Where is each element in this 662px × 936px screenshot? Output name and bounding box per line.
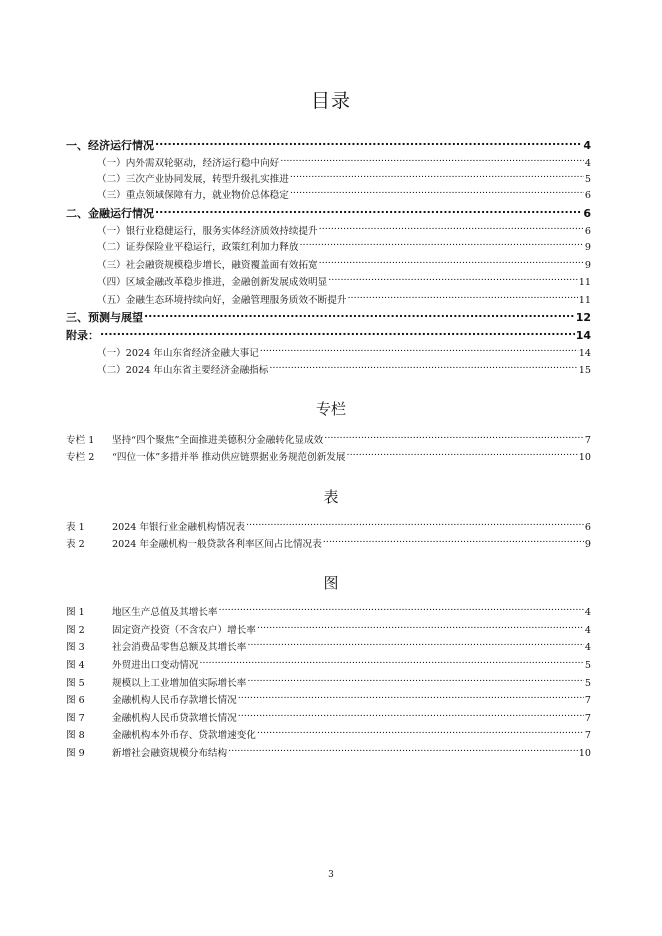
column-entry-1[interactable]	[66, 429, 591, 446]
figures-title: 图	[323, 574, 339, 592]
dot-leader	[238, 689, 584, 703]
columns-title: 专栏	[315, 400, 346, 418]
dot-leader	[299, 236, 583, 250]
table-entry-page: 9	[584, 539, 591, 550]
dot-leader	[290, 184, 584, 198]
table-entry-number: 表 2	[66, 539, 85, 550]
figure-entry-number: 图 5	[66, 678, 85, 689]
toc-entry-label: （二）2024 年山东省主要经济金融指标	[97, 365, 269, 376]
column-entry-text: “四位一体”多措并举 推动供应链票据业务规范创新发展	[112, 452, 346, 463]
figure-entry-page: 4	[584, 642, 591, 653]
toc-entry-label: （三）重点领域保障有力，就业物价总体稳定	[97, 190, 289, 201]
toc-entry-page: 12	[575, 311, 591, 324]
dot-leader	[260, 342, 578, 356]
figure-entry-label	[66, 659, 198, 673]
toc-entry-label: （一）银行业稳健运行，服务实体经济质效持续提升	[97, 226, 318, 237]
toc-entry-page: 9	[584, 242, 591, 253]
figure-entry-label	[66, 606, 218, 620]
figure-entry-4[interactable]	[66, 654, 591, 671]
figure-entry-2[interactable]	[66, 619, 591, 636]
figure-entry-label	[66, 641, 246, 655]
figure-entry-text: 新增社会融资规模分布结构	[112, 748, 228, 759]
toc-entry-2-5[interactable]	[97, 289, 591, 306]
dot-leader	[257, 724, 584, 738]
toc-entry-page: 4	[584, 158, 591, 169]
figure-entry-page: 10	[578, 748, 591, 759]
figure-entry-page: 4	[584, 607, 591, 618]
figure-entry-8[interactable]	[66, 724, 591, 741]
figure-entry-number: 图 1	[66, 607, 85, 618]
toc-entry-page: 14	[575, 329, 591, 342]
table-entry-label	[66, 538, 322, 552]
figure-entry-page: 7	[584, 730, 591, 741]
toc-entry-2-4[interactable]	[97, 271, 591, 288]
toc-entry-2-2[interactable]	[97, 236, 591, 253]
toc-entry-label: （四）区域金融改革稳步推进，金融创新发展成效明显	[97, 277, 328, 288]
toc-entry-page: 15	[578, 365, 591, 376]
table-entry-2[interactable]	[66, 533, 591, 550]
figure-entry-7[interactable]	[66, 707, 591, 724]
dot-leader	[324, 429, 584, 443]
toc-entry-appendix[interactable]	[66, 325, 591, 342]
dot-leader	[228, 742, 578, 756]
figure-entry-1[interactable]	[66, 601, 591, 618]
dot-leader	[269, 359, 577, 373]
toc-entry-page: 6	[584, 190, 591, 201]
dot-leader	[247, 672, 584, 686]
figure-entry-text: 地区生产总值及其增长率	[112, 607, 218, 618]
toc-entry-section-2[interactable]	[66, 203, 591, 220]
dot-leader	[247, 636, 584, 650]
toc-entry-page: 6	[583, 207, 591, 220]
figure-entry-number: 图 2	[66, 625, 85, 636]
dot-leader	[155, 203, 582, 217]
dot-leader	[144, 307, 575, 321]
table-entry-text: 2024 年银行业金融机构情况表	[112, 522, 245, 533]
toc-entry-page: 11	[578, 277, 591, 288]
toc-entry-page: 9	[584, 260, 591, 271]
column-entry-label	[66, 451, 346, 465]
column-entry-number: 专栏 2	[66, 452, 95, 463]
dot-leader	[290, 168, 584, 182]
dot-leader	[347, 446, 578, 460]
figure-entry-number: 图 4	[66, 660, 85, 671]
toc-entry-label: （三）社会融资规模稳步增长，融资覆盖面有效拓宽	[97, 260, 318, 271]
dot-leader	[328, 271, 578, 285]
figure-entry-text: 金融机构本外币存、贷款增速变化	[112, 730, 256, 741]
figure-entry-number: 图 3	[66, 642, 85, 653]
toc-entry-appendix-1[interactable]	[97, 342, 591, 359]
column-entry-2[interactable]	[66, 446, 591, 463]
toc-entry-label: 附录：	[66, 329, 99, 342]
table-entry-text: 2024 年金融机构一般贷款各利率区间占比情况表	[112, 539, 322, 550]
toc-entry-label: （二）三次产业协同发展，转型升级扎实推进	[97, 174, 289, 185]
toc-entry-appendix-2[interactable]	[97, 359, 591, 376]
dot-leader	[280, 152, 584, 166]
toc-entry-label: （二）证券保险业平稳运行，政策红利加力释放	[97, 242, 299, 253]
toc-entry-section-3[interactable]	[66, 307, 591, 324]
page-number: 3	[328, 870, 334, 880]
figure-entry-9[interactable]	[66, 742, 591, 759]
figure-entry-text: 金融机构人民币存款增长情况	[112, 695, 237, 706]
toc-entry-2-3[interactable]	[97, 254, 591, 271]
toc-entry-1-2[interactable]	[97, 168, 591, 185]
dot-leader	[219, 601, 584, 615]
figure-entry-text: 社会消费品零售总额及其增长率	[112, 642, 247, 653]
toc-entry-page: 5	[584, 174, 591, 185]
figure-entry-3[interactable]	[66, 636, 591, 653]
toc-entry-1-3[interactable]	[97, 184, 591, 201]
toc-entry-label: 一、经济运行情况	[66, 139, 154, 152]
figure-entry-number: 图 9	[66, 748, 85, 759]
column-entry-text: 坚持“四个聚焦”全面推进美德积分金融转化显成效	[112, 435, 324, 446]
toc-entry-label: （一）2024 年山东省经济金融大事记	[97, 348, 259, 359]
toc-entry-page: 4	[583, 139, 591, 152]
dot-leader	[100, 325, 575, 339]
toc-entry-1-1[interactable]	[97, 152, 591, 169]
toc-entry-page: 14	[578, 348, 591, 359]
dot-leader	[238, 707, 584, 721]
toc-entry-page: 6	[584, 226, 591, 237]
toc-entry-label: （一）内外需双轮驱动，经济运行稳中向好	[97, 158, 280, 169]
toc-entry-2-1[interactable]	[97, 220, 591, 237]
toc-entry-label: 二、金融运行情况	[66, 207, 154, 220]
figure-entry-text: 规模以上工业增加值实际增长率	[112, 678, 247, 689]
figure-entry-text: 固定资产投资（不含农户）增长率	[112, 625, 256, 636]
figure-entry-label	[66, 729, 256, 743]
dot-leader	[155, 135, 582, 149]
table-entry-page: 6	[584, 522, 591, 533]
dot-leader	[199, 654, 584, 668]
table-entry-number: 表 1	[66, 522, 85, 533]
dot-leader	[323, 533, 584, 547]
figure-entry-5[interactable]	[66, 672, 591, 689]
dot-leader	[246, 516, 584, 530]
toc-entry-label: 三、预测与展望	[66, 311, 143, 324]
tables-title: 表	[323, 488, 339, 506]
figure-entry-6[interactable]	[66, 689, 591, 706]
column-entry-page: 10	[578, 452, 591, 463]
dot-leader	[319, 254, 584, 268]
column-entry-page: 7	[584, 435, 591, 446]
dot-leader	[347, 289, 577, 303]
toc-entry-section-1[interactable]	[66, 135, 591, 152]
dot-leader	[319, 220, 584, 234]
figure-entry-page: 5	[584, 660, 591, 671]
figure-entry-page: 7	[584, 695, 591, 706]
toc-title: 目录	[310, 90, 351, 112]
column-entry-number: 专栏 1	[66, 435, 95, 446]
figure-entry-text: 外贸进出口变动情况	[112, 660, 199, 671]
figure-entry-number: 图 8	[66, 730, 85, 741]
figure-entry-page: 4	[584, 625, 591, 636]
table-entry-1[interactable]	[66, 516, 591, 533]
figure-entry-page: 7	[584, 713, 591, 724]
dot-leader	[257, 619, 584, 633]
figure-entry-text: 金融机构人民币贷款增长情况	[112, 713, 237, 724]
toc-entry-page: 11	[578, 295, 591, 306]
figure-entry-number: 图 6	[66, 695, 85, 706]
figure-entry-number: 图 7	[66, 713, 85, 724]
figure-entry-label	[66, 747, 227, 761]
figure-entry-label	[66, 694, 237, 708]
figure-entry-page: 5	[584, 678, 591, 689]
toc-entry-label: （五）金融生态环境持续向好，金融管理服务质效不断提升	[97, 295, 347, 306]
